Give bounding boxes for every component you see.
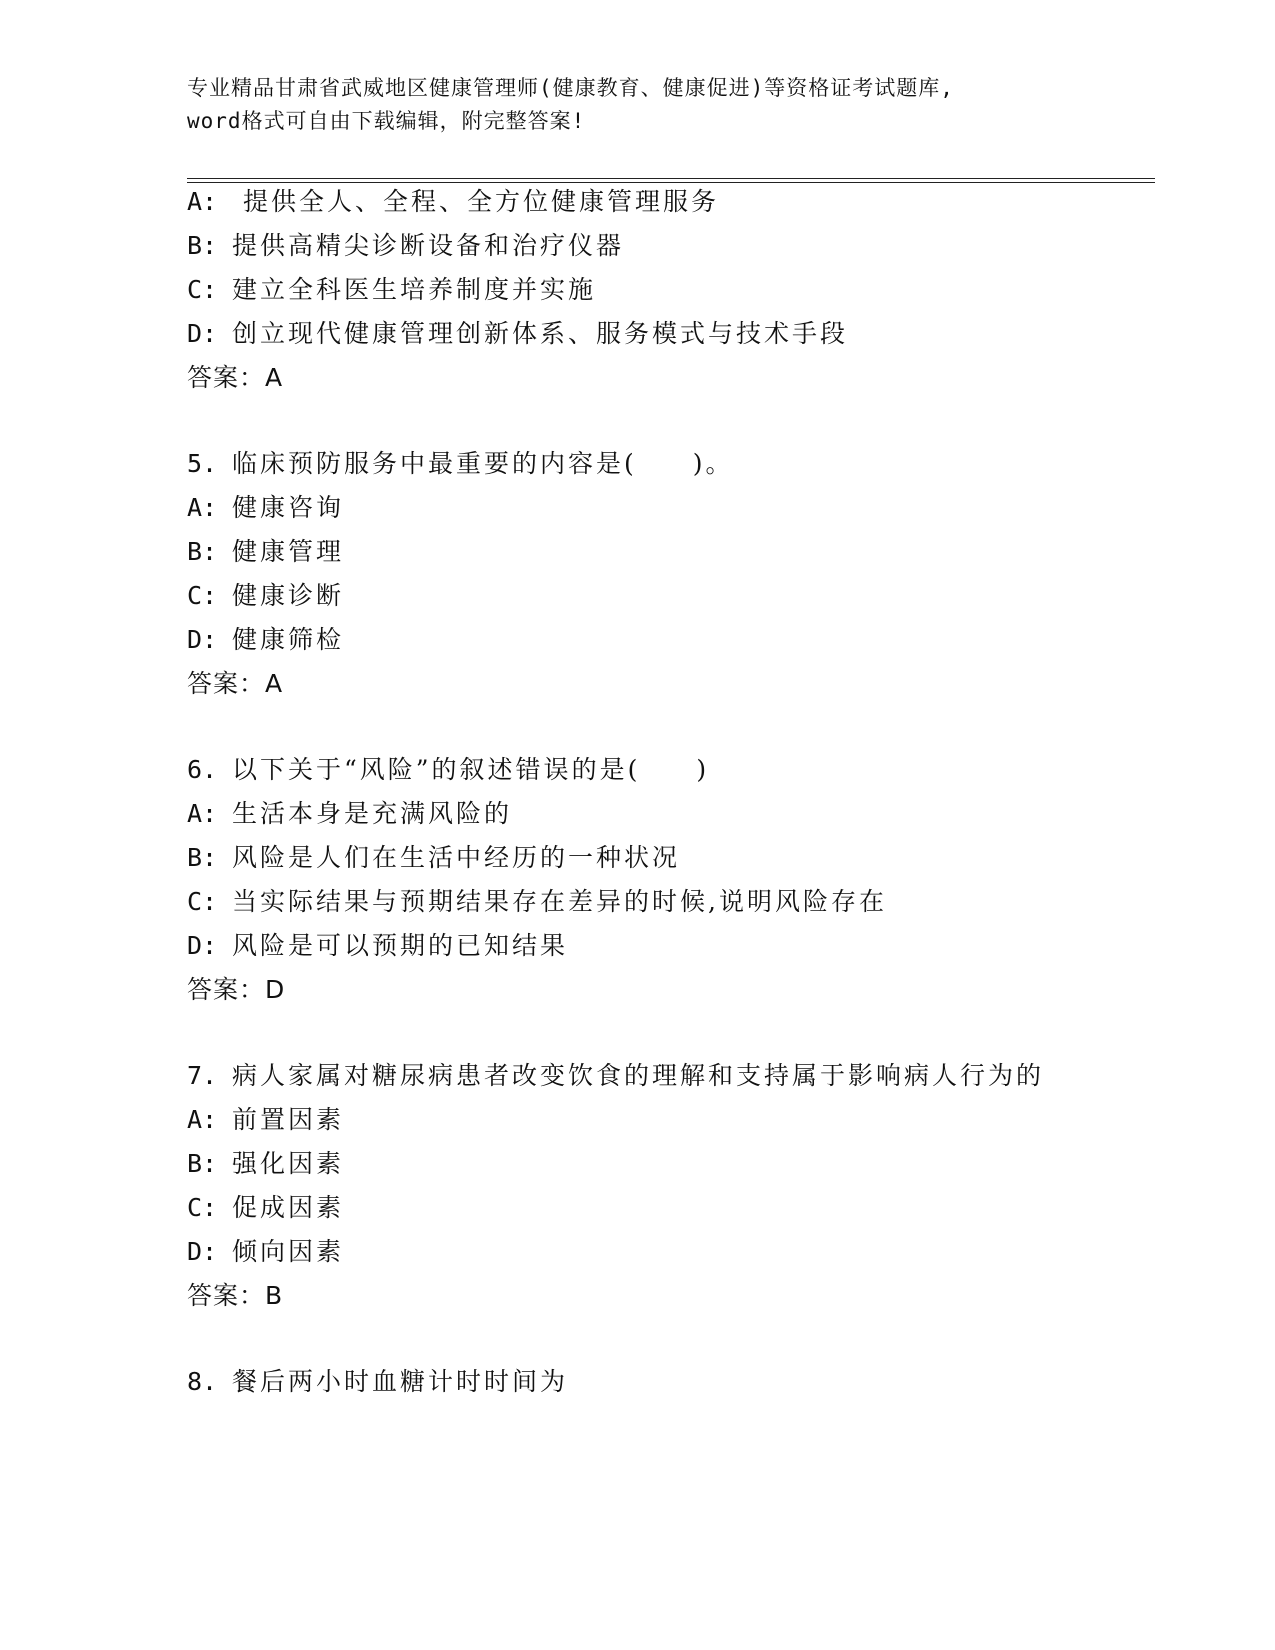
q5-stem xyxy=(187,444,734,484)
option-text: 健康管理 xyxy=(232,537,345,566)
option-text: 当实际结果与预期结果存在差异的时候,说明风险存在 xyxy=(232,887,887,916)
q5-option-a xyxy=(187,488,344,528)
q7-answer: 答案：B xyxy=(187,1281,284,1310)
q5-answer: 答案：A xyxy=(187,669,284,698)
q6-option-a xyxy=(187,794,512,834)
question-text: 餐后两小时血糖计时时间为 xyxy=(232,1367,569,1396)
question-text: 病人家属对糖尿病患者改变饮食的理解和支持属于影响病人行为的 xyxy=(232,1061,1045,1090)
q4-option-d xyxy=(187,314,848,354)
option-label: B: xyxy=(187,1149,218,1178)
option-text: 提供高精尖诊断设备和治疗仪器 xyxy=(232,231,625,260)
question-number: 7. xyxy=(187,1061,218,1090)
option-label: A: xyxy=(187,1105,218,1134)
option-text: 健康咨询 xyxy=(232,493,345,522)
q7-option-a xyxy=(187,1100,344,1140)
option-text: 风险是人们在生活中经历的一种状况 xyxy=(232,843,681,872)
header-line-2: word格式可自由下载编辑，附完整答案! xyxy=(187,109,586,133)
q6-option-b xyxy=(187,838,680,878)
q6-option-c xyxy=(187,882,887,922)
q8-stem xyxy=(187,1362,568,1402)
question-text: 临床预防服务中最重要的内容是( )。 xyxy=(232,449,734,478)
q6-answer: 答案：D xyxy=(187,975,286,1004)
q7-option-c xyxy=(187,1188,344,1228)
q5-option-d xyxy=(187,620,344,660)
q4-answer: 答案：A xyxy=(187,363,284,392)
option-text: 建立全科医生培养制度并实施 xyxy=(232,275,597,304)
option-label: A: xyxy=(187,187,218,216)
header-line-1: 专业精品甘肃省武威地区健康管理师(健康教育、健康促进)等资格证考试题库, xyxy=(187,76,954,100)
option-text: 倾向因素 xyxy=(232,1237,345,1266)
q4-option-c xyxy=(187,270,596,310)
option-label: C: xyxy=(187,887,218,916)
option-label: B: xyxy=(187,537,218,566)
option-text: 强化因素 xyxy=(232,1149,345,1178)
option-label: A: xyxy=(187,799,218,828)
option-text: 风险是可以预期的已知结果 xyxy=(232,931,569,960)
question-number: 8. xyxy=(187,1367,218,1396)
q7-option-d xyxy=(187,1232,344,1272)
q6-stem xyxy=(187,750,709,790)
question-text: 以下关于“风险”的叙述错误的是( ) xyxy=(232,755,710,784)
q7-option-b xyxy=(187,1144,344,1184)
option-label: D: xyxy=(187,1237,218,1266)
question-number: 5. xyxy=(187,449,218,478)
q6-option-d xyxy=(187,926,568,966)
option-text: 促成因素 xyxy=(232,1193,345,1222)
option-label: C: xyxy=(187,1193,218,1222)
option-text: 创立现代健康管理创新体系、服务模式与技术手段 xyxy=(232,319,849,348)
option-text: 生活本身是充满风险的 xyxy=(232,799,513,828)
option-label: D: xyxy=(187,931,218,960)
q5-option-c xyxy=(187,576,344,616)
question-number: 6. xyxy=(187,755,218,784)
q7-stem xyxy=(187,1056,1044,1096)
document-header xyxy=(187,72,1087,138)
option-text: 健康筛检 xyxy=(232,625,345,654)
option-label: A: xyxy=(187,493,218,522)
q5-option-b xyxy=(187,532,344,572)
option-text: 前置因素 xyxy=(232,1105,345,1134)
option-label: B: xyxy=(187,231,218,260)
option-text: 健康诊断 xyxy=(232,581,345,610)
q4-option-a xyxy=(187,182,719,222)
option-label: C: xyxy=(187,275,218,304)
option-text: 提供全人、全程、全方位健康管理服务 xyxy=(232,187,719,216)
option-label: D: xyxy=(187,625,218,654)
option-label: B: xyxy=(187,843,218,872)
option-label: C: xyxy=(187,581,218,610)
q4-option-b xyxy=(187,226,624,266)
option-label: D: xyxy=(187,319,218,348)
